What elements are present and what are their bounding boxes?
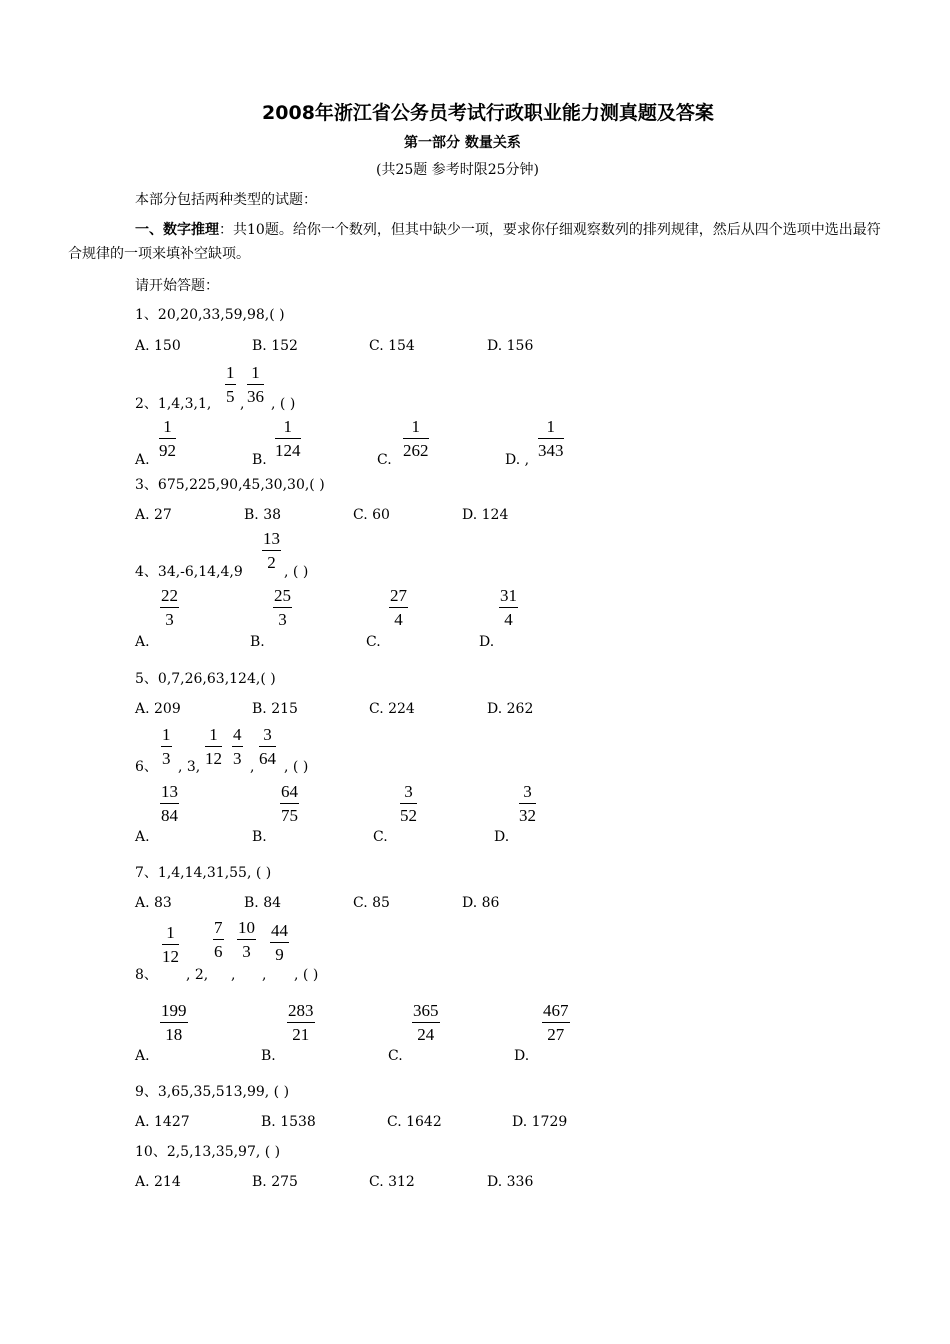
q5-option-b: B. 215 [252, 701, 298, 717]
q5-stem: 5、0,7,26,63,124,( ) [135, 671, 276, 687]
q6-stem-end: , ( ) [284, 759, 309, 775]
q8-fraction-3: $\frac{10}{3}$ [238, 918, 255, 961]
q6-option-b-fraction: $\frac{64}{75}$ [281, 782, 298, 825]
q4-option-c: C. [366, 634, 381, 650]
q3-option-a: A. 27 [135, 507, 172, 523]
q8-stem-mid-1: , 2, [186, 967, 209, 983]
q6-option-a: A. [135, 829, 150, 845]
q10-option-b: B. 275 [252, 1174, 298, 1190]
intro-text: 本部分包括两种类型的试题： [135, 192, 317, 208]
q8-stem-start: 8、 [135, 967, 158, 983]
q3-option-c: C. 60 [353, 507, 390, 523]
q9-option-a: A. 1427 [135, 1114, 190, 1130]
q1-option-b: B. 152 [252, 338, 298, 354]
q1-option-c: C. 154 [369, 338, 415, 354]
q7-option-d: D. 86 [462, 895, 500, 911]
q6-option-c-fraction: $\frac{3}{52}$ [400, 782, 417, 825]
q6-fraction-2: $\frac{1}{12}$ [205, 725, 222, 768]
q4-option-a-fraction: $\frac{22}{3}$ [161, 586, 178, 629]
q8-option-d: D. [514, 1048, 530, 1064]
q5-option-a: A. 209 [135, 701, 181, 717]
q8-option-d-fraction: $\frac{467}{27}$ [543, 1001, 569, 1044]
q2-option-b: B. [252, 452, 267, 468]
q6-stem-mid-1: , 3, [178, 759, 201, 775]
q8-stem-end: , ( ) [294, 967, 319, 983]
q6-fraction-4: $\frac{3}{64}$ [259, 725, 276, 768]
q10-option-a: A. 214 [135, 1174, 181, 1190]
q6-fraction-1: $\frac{1}{3}$ [162, 725, 171, 768]
q4-option-a: A. [135, 634, 150, 650]
q2-fraction-1: $\frac{1}{5}$ [226, 363, 235, 406]
q8-option-c: C. [388, 1048, 403, 1064]
q4-option-b-fraction: $\frac{25}{3}$ [274, 586, 291, 629]
section-description: ：共10题。给你一个数列，但其中缺少一项，要求你仔细观察数列的排列规律，然后从四个选项中选出最符合规律的一项来填补空缺项。 [68, 222, 881, 262]
q4-stem-start: 4、34,-6,14,4,9 [135, 564, 243, 580]
part-note: (共25题 参考时限25分钟) [376, 162, 540, 178]
q7-stem: 7、1,4,14,31,55, ( ) [135, 865, 272, 881]
q4-stem-end: , ( ) [284, 564, 309, 580]
q2-option-d-fraction: $\frac{1}{343}$ [538, 417, 564, 460]
q8-option-c-fraction: $\frac{365}{24}$ [413, 1001, 439, 1044]
q9-option-b: B. 1538 [261, 1114, 316, 1130]
q2-option-a: A. [135, 452, 150, 468]
q8-fraction-2: $\frac{7}{6}$ [214, 918, 223, 961]
q6-stem-start: 6、 [135, 759, 158, 775]
q10-option-c: C. 312 [369, 1174, 415, 1190]
q2-option-c-fraction: $\frac{1}{262}$ [403, 417, 429, 460]
q2-stem-sep: , [240, 396, 245, 412]
q6-option-d-fraction: $\frac{3}{32}$ [519, 782, 536, 825]
q8-fraction-4: $\frac{44}{9}$ [271, 921, 288, 964]
q2-stem-start: 2、1,4,3,1, [135, 396, 212, 412]
q1-option-d: D. 156 [487, 338, 534, 354]
q8-stem-mid-3: , [262, 967, 267, 983]
part-heading: 第一部分 数量关系 [404, 135, 521, 151]
q8-option-b-fraction: $\frac{283}{21}$ [288, 1001, 314, 1044]
section-instructions [68, 218, 888, 266]
q6-fraction-3: $\frac{4}{3}$ [233, 725, 242, 768]
q2-stem-end: , ( ) [271, 396, 296, 412]
page-title: 2008年浙江省公务员考试行政职业能力测真题及答案 [262, 102, 714, 124]
q2-option-c: C. [377, 452, 392, 468]
q2-option-d: D. , [505, 452, 530, 468]
q8-option-a: A. [135, 1048, 150, 1064]
q3-option-d: D. 124 [462, 507, 509, 523]
q8-option-a-fraction: $\frac{199}{18}$ [161, 1001, 187, 1044]
q7-option-b: B. 84 [244, 895, 282, 911]
q9-stem: 9、3,65,35,513,99, ( ) [135, 1084, 290, 1100]
q10-option-d: D. 336 [487, 1174, 534, 1190]
q4-option-b: B. [250, 634, 265, 650]
start-text: 请开始答题： [135, 278, 219, 294]
q9-option-d: D. 1729 [512, 1114, 568, 1130]
q5-option-d: D. 262 [487, 701, 534, 717]
q4-option-d: D. [479, 634, 495, 650]
q6-option-a-fraction: $\frac{13}{84}$ [161, 782, 178, 825]
q6-option-b: B. [252, 829, 267, 845]
q2-option-b-fraction: $\frac{1}{124}$ [275, 417, 301, 460]
q6-option-c: C. [373, 829, 388, 845]
q4-fraction-1: $\frac{13}{2}$ [263, 529, 280, 572]
q10-stem: 10、2,5,13,35,97, ( ) [135, 1144, 281, 1160]
q6-stem-mid-2: , [250, 759, 255, 775]
q3-stem: 3、675,225,90,45,30,30,( ) [135, 477, 325, 493]
q8-fraction-1: $\frac{1}{12}$ [162, 923, 179, 966]
q1-option-a: A. 150 [135, 338, 181, 354]
q4-option-d-fraction: $\frac{31}{4}$ [500, 586, 517, 629]
q7-option-c: C. 85 [353, 895, 390, 911]
q5-option-c: C. 224 [369, 701, 415, 717]
q7-option-a: A. 83 [135, 895, 172, 911]
q4-option-c-fraction: $\frac{27}{4}$ [390, 586, 407, 629]
q9-option-c: C. 1642 [387, 1114, 442, 1130]
q3-option-b: B. 38 [244, 507, 282, 523]
q8-option-b: B. [261, 1048, 276, 1064]
q2-option-a-fraction: $\frac{1}{92}$ [159, 417, 176, 460]
section-heading: 一、数字推理 [135, 222, 219, 238]
q8-stem-mid-2: , [231, 967, 236, 983]
q1-stem: 1、20,20,33,59,98,( ) [135, 307, 285, 323]
q6-option-d: D. [494, 829, 510, 845]
q2-fraction-2: $\frac{1}{36}$ [247, 363, 264, 406]
